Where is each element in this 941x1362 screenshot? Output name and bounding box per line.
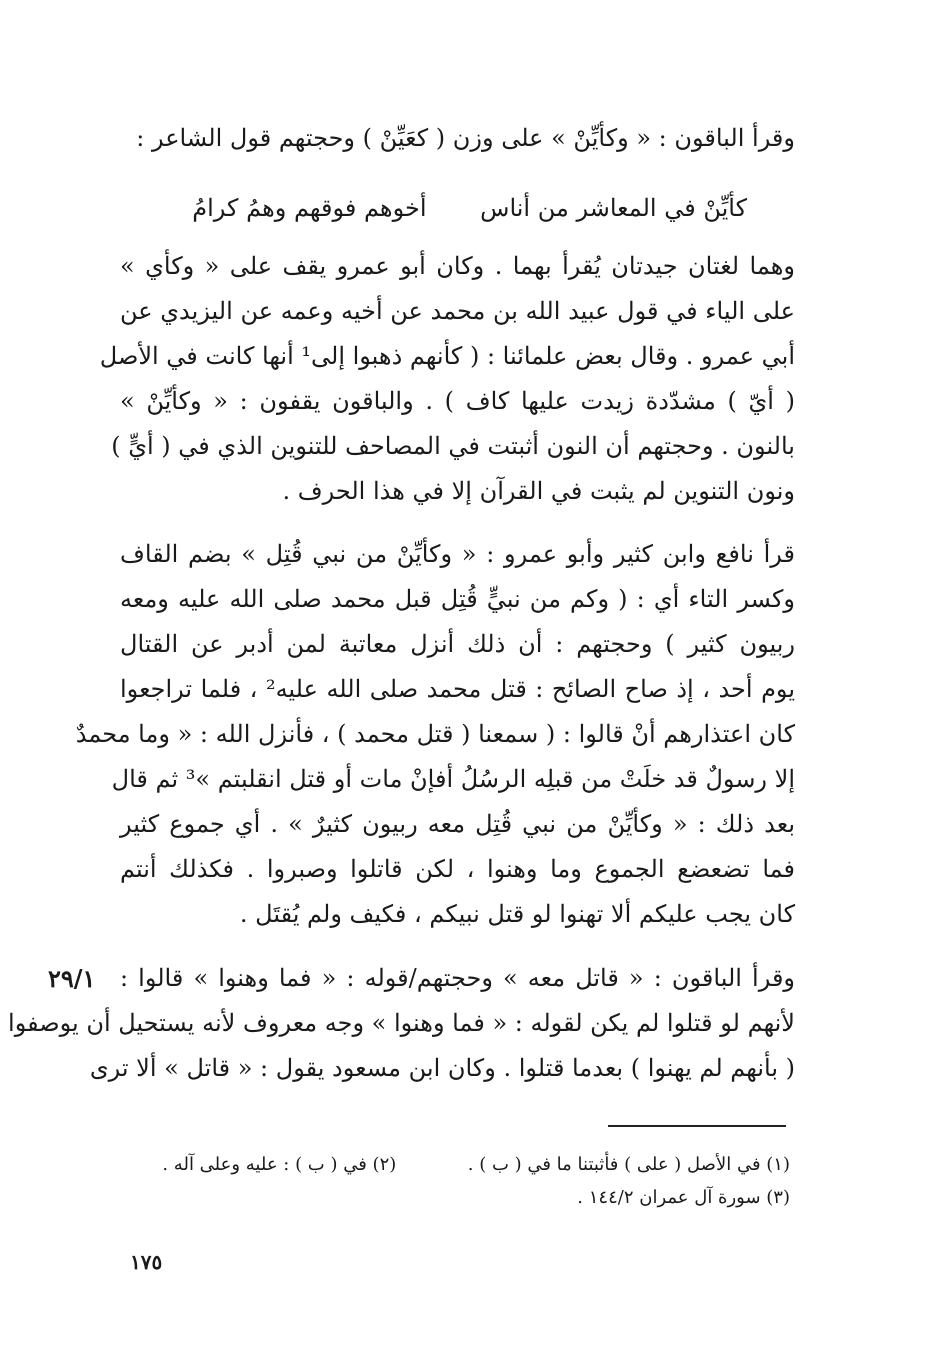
text-line: كان اعتذارهم أنْ قالوا : ( سمعنا ( قتل محمد ) ، فأنزل الله : « وما محمدٌ — [75, 720, 795, 748]
text-line: ( بأنهم لم يهنوا ) بعدما قتلوا . وكان ابن مسعود يقول : « قاتل » ألا ترى — [89, 1054, 795, 1082]
paragraph-1 — [120, 116, 795, 161]
footnote-divider — [608, 1125, 786, 1127]
paragraph-2 — [99, 244, 795, 514]
verse-left-hemistich: أخوهم فوقهم وهمُ كرامُ — [192, 194, 427, 222]
text-line: أبي عمرو . وقال بعض علمائنا : ( كأنهم ذهبوا إلى¹ أنها كانت في الأصل — [99, 342, 795, 370]
text-line: فما تضعضع الجموع وما وهنوا ، لكن قاتلوا وصبروا . فكذلك أنتم — [120, 855, 795, 883]
text-line: وهما لغتان جيدتان يُقرأ بهما . وكان أبو عمرو يقف على « وكأي » — [120, 252, 795, 280]
text-line: بعد ذلك : « وكأيِّنْ من نبي قُتِل معه ربيون كثيرٌ » . أي جموع كثير — [120, 810, 795, 838]
text-line: ونون التنوين لم يثبت في القرآن إلا في هذا الحرف . — [282, 477, 795, 505]
footnote-3: (٣) سورة آل عمران ١٤٤/٢ . — [577, 1187, 790, 1208]
footnotes-row-1 — [150, 1150, 790, 1180]
poetry-verse — [120, 186, 795, 231]
text-line: كان يجب عليكم ألا تهنوا لو قتل نبيكم ، فكيف ولم يُقتَل . — [239, 900, 795, 928]
page-number: ١٧٥ — [130, 1250, 163, 1274]
paragraph-3 — [75, 532, 795, 937]
text-line: وكسر التاء أي : ( وكم من نبيٍّ قُتِل قبل محمد صلى الله عليه ومعه — [120, 585, 795, 613]
text-line: يوم أحد ، إذ صاح الصائح : قتل محمد صلى الله عليه² ، فلما تراجعوا — [120, 675, 795, 703]
text-line: قرأ نافع وابن كثير وأبو عمرو : « وكأيِّنْ من نبي قُتِل » بضم القاف — [120, 540, 795, 568]
text-line: على الياء في قول عبيد الله بن محمد عن أخيه وعمه عن اليزيدي عن — [120, 297, 795, 325]
text-line: ( أيّ ) مشدّدة زيدت عليها كاف ) . والباقون يقفون : « وكأيِّنْ » — [120, 387, 795, 415]
text-line: إلا رسولٌ قد خلَتْ من قبلِه الرسُلُ أفإنْ مات أو قتل انقلبتم »³ ثم قال — [111, 765, 795, 793]
margin-reference: ٢٩/١ — [48, 964, 96, 993]
verse-right-hemistich: كأيِّنْ في المعاشر من أناس — [480, 194, 747, 222]
footnote-2: (٢) في ( ب ) : عليه وعلى آله . — [162, 1154, 397, 1175]
text-line: وقرأ الباقون : « قاتل معه » وحجتهم/قوله : « فما وهنوا » قالوا : — [120, 964, 795, 992]
text-line: بالنون . وحجتهم أن النون أثبتت في المصاحف للتنوين الذي في ( أيٍّ ) — [111, 432, 795, 460]
text-line: وقرأ الباقون : « وكأيِّنْ » على وزن ( كعَيِّنْ ) وحجتهم قول الشاعر : — [136, 124, 795, 152]
footnotes-row-2 — [150, 1183, 790, 1213]
footnote-1: (١) في الأصل ( على ) فأثبتنا ما في ( ب ) . — [467, 1154, 790, 1175]
text-line: لأنهم لو قتلوا لم يكن لقوله : « فما وهنوا » وجه معروف لأنه يستحيل أن يوصفوا — [8, 1009, 795, 1037]
text-line: ربيون كثير ) وحجتهم : أن ذلك أنزل معاتبة لمن أدبر عن القتال — [120, 630, 795, 658]
